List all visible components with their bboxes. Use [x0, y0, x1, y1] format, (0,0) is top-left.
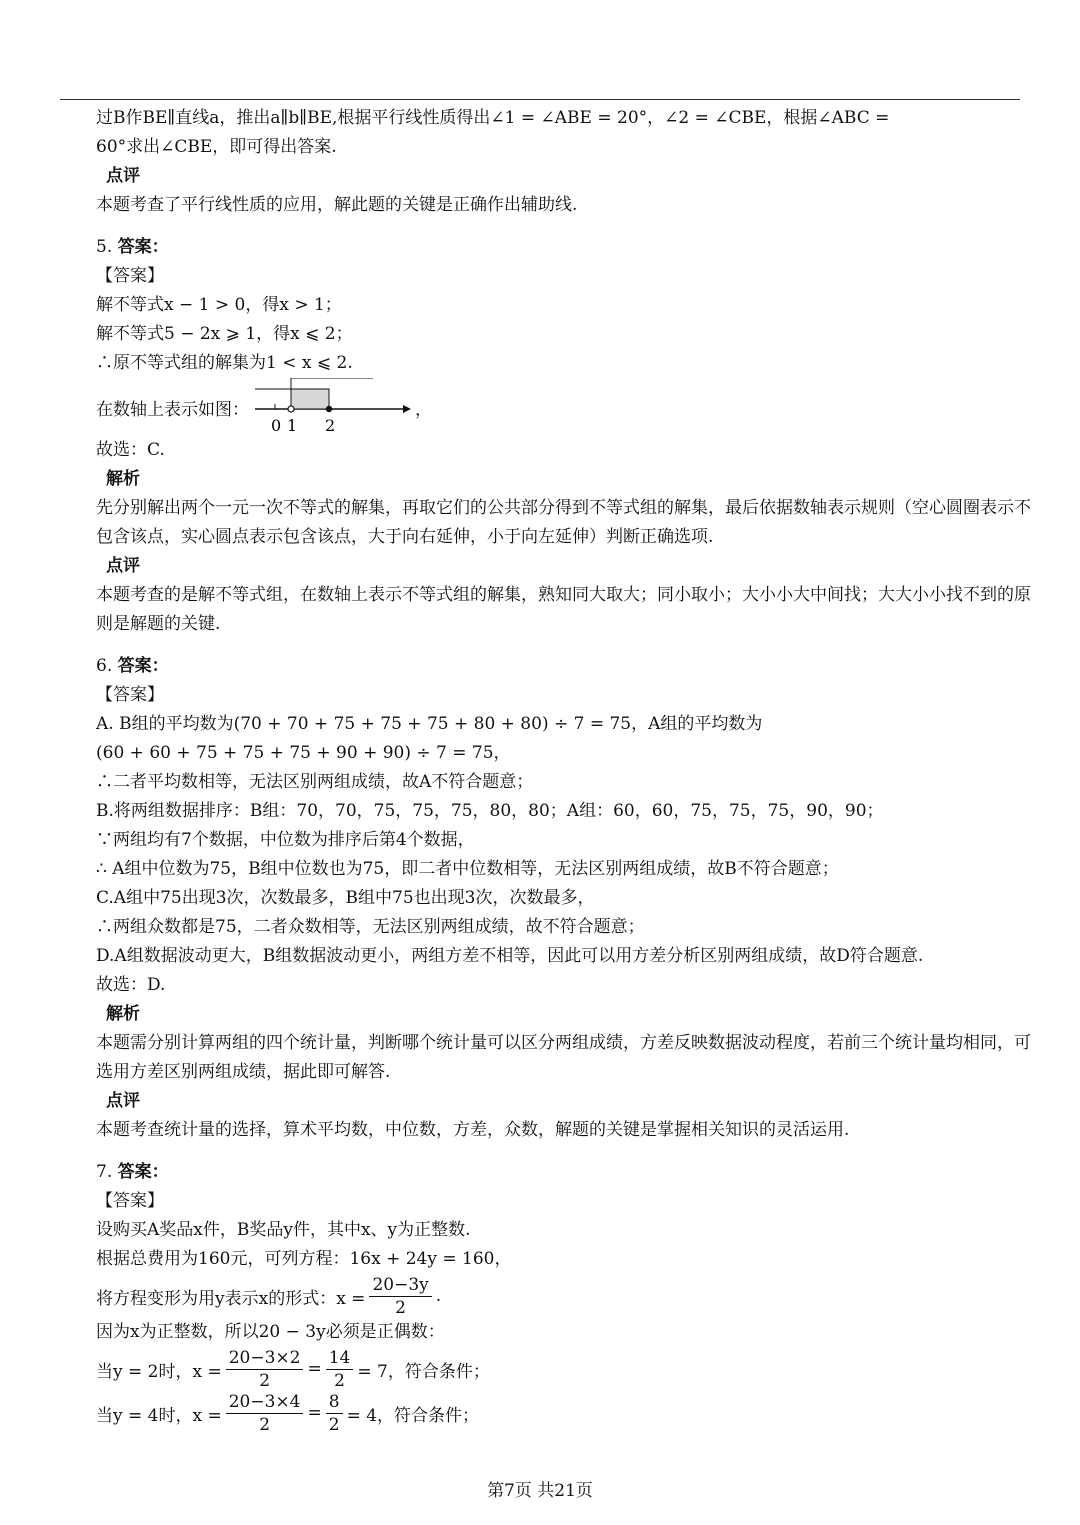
q7-l5-equals: = — [307, 1359, 322, 1379]
q6-line-4: B.将两组数据排序：B组：70，70，75，75，75，80，80；A组：60，60，75，75，75，90，90； — [96, 801, 884, 821]
intro-line-2: 60°求出∠CBE，即可得出答案. — [96, 137, 337, 157]
fraction — [226, 1347, 304, 1392]
header-rule — [60, 99, 1020, 100]
open-circle-point — [288, 406, 294, 412]
q5-numberline-end: ， — [415, 399, 432, 420]
fraction-numerator: 20−3y — [369, 1274, 431, 1297]
q6-review-text: 本题考查统计量的选择，算术平均数，中位数，方差，众数，解题的关键是掌握相关知识的灵活运用. — [96, 1120, 850, 1140]
q7-l5-prefix: 当y = 2时，x = — [96, 1361, 222, 1382]
fraction — [369, 1274, 431, 1319]
fraction-denominator: 2 — [334, 1370, 345, 1391]
q6-answer-tag: 【答案】 — [96, 685, 164, 705]
q6-heading — [96, 651, 1036, 681]
fraction-denominator: 2 — [395, 1297, 406, 1318]
fraction-numerator: 14 — [326, 1347, 354, 1370]
q5-review-text: 本题考查的是解不等式组，在数轴上表示不等式组的解集，熟知同大取大；同小取小；大小小大中间找；大大小小找不到的原则是解题的关键. — [96, 585, 1031, 634]
q6-analysis-text: 本题需分别计算两组的四个统计量，判断哪个统计量可以区分两组成绩，方差反映数据波动程度，若前三个统计量均相同，可选用方差区别两组成绩，据此即可解答. — [96, 1033, 1031, 1082]
q4-review-heading: 点评 — [106, 166, 140, 186]
q6-number: 6. — [96, 656, 113, 676]
q7-number: 7. — [96, 1162, 113, 1182]
q5-analysis-heading: 解析 — [106, 469, 140, 489]
fraction-numerator: 20−3×4 — [226, 1391, 304, 1414]
number-line-figure — [255, 378, 415, 436]
q6-title: 答案： — [117, 656, 169, 676]
q5-title: 答案： — [117, 237, 169, 257]
page-footer: 第7页 共21页 — [487, 1481, 593, 1501]
q6-review-heading: 点评 — [106, 1091, 140, 1111]
fraction-numerator: 20−3×2 — [226, 1347, 304, 1370]
q5-heading — [96, 232, 1036, 262]
q5-line-2: 解不等式5 − 2x ⩾ 1，得x ⩽ 2； — [96, 324, 353, 344]
fraction-denominator: 2 — [328, 1414, 340, 1435]
fraction-denominator: 2 — [259, 1370, 271, 1391]
q7-l6-equals: = — [307, 1403, 322, 1423]
q6-line-9: D.A组数据波动更大，B组数据波动更小，两组方差不相等，因此可以用方差分析区别两组成绩，故D符合题意. — [96, 946, 924, 966]
q6-line-6: ∴ A组中位数为75，B组中位数也为75，即二者中位数相等，无法区别两组成绩，故B不符合题意； — [96, 859, 839, 879]
fraction — [326, 1347, 354, 1392]
q6-choice: 故选：D. — [96, 975, 166, 995]
q5-numberline-label: 在数轴上表示如图： — [96, 399, 249, 420]
q5-analysis-text: 先分别解出两个一元一次不等式的解集，再取它们的公共部分得到不等式组的解集，最后依据数轴表示规则（空心圆圈表示不包含该点，实心圆点表示包含该点，大于向右延伸，小于向左延伸）判断正确选项. — [96, 498, 1031, 547]
q6-line-2: (60 + 60 + 75 + 75 + 75 + 90 + 90) ÷ 7 = 75， — [96, 743, 511, 763]
q7-l3-suffix: . — [435, 1286, 442, 1306]
intro-line-1: 过B作BE∥直线a，推出a∥b∥BE,根据平行线性质得出∠1 = ∠ABE = 20°，∠2 = ∠CBE，根据∠ABC = — [96, 108, 890, 128]
q5-numberline-row — [96, 378, 1036, 436]
tick-label-0: 0 — [271, 416, 282, 435]
q7-l6-suffix: = 4，符合条件； — [346, 1405, 480, 1426]
q5-choice: 故选：C. — [96, 440, 165, 460]
fraction-numerator: 8 — [326, 1391, 343, 1414]
tick-label-1: 1 — [287, 416, 298, 435]
q6-line-8: ∴两组众数都是75，二者众数相等，无法区别两组成绩，故不符合题意； — [96, 917, 645, 937]
q7-title: 答案： — [117, 1162, 169, 1182]
q5-line-1: 解不等式x − 1 > 0，得x > 1； — [96, 295, 342, 315]
q5-line-3: ∴原不等式组的解集为1 < x ⩽ 2. — [96, 353, 353, 373]
q7-line-3 — [96, 1274, 1036, 1318]
q7-l5-suffix: = 7，符合条件； — [357, 1361, 490, 1382]
fraction-denominator: 2 — [259, 1414, 271, 1435]
q6-line-3: ∴二者平均数相等，无法区别两组成绩，故A不符合题意； — [96, 772, 534, 792]
q7-heading — [96, 1157, 1036, 1187]
number-line-arrow — [403, 405, 411, 413]
q7-line-1: 设购买A奖品x件，B奖品y件，其中x、y为正整数. — [96, 1220, 471, 1240]
q7-line-6 — [96, 1391, 1036, 1435]
document-body — [96, 104, 1036, 1435]
q6-line-1: A. B组的平均数为(70 + 70 + 75 + 75 + 75 + 80 + 80) ÷ 7 = 75，A组的平均数为 — [96, 714, 763, 734]
q6-line-7: C.A组中75出现3次，次数最多，B组中75也出现3次，次数最多， — [96, 888, 595, 908]
q5-answer-tag: 【答案】 — [96, 266, 164, 286]
q5-review-heading: 点评 — [106, 556, 140, 576]
fraction — [226, 1391, 304, 1436]
q7-line-4: 因为x为正整数，所以20 − 3y必须是正偶数： — [96, 1322, 445, 1342]
solid-dot-point — [326, 406, 332, 412]
q7-answer-tag: 【答案】 — [96, 1191, 164, 1211]
q7-line-5 — [96, 1347, 1036, 1391]
q7-l6-prefix: 当y = 4时，x = — [96, 1405, 222, 1426]
q5-number: 5. — [96, 237, 113, 257]
fraction — [326, 1391, 343, 1436]
q4-review-text: 本题考查了平行线性质的应用，解此题的关键是正确作出辅助线. — [96, 195, 578, 215]
solution-shaded-region — [291, 389, 329, 409]
q7-line-2: 根据总费用为160元，可列方程：16x + 24y = 160， — [96, 1249, 512, 1269]
q6-analysis-heading: 解析 — [106, 1004, 140, 1024]
q7-l3-prefix: 将方程变形为用y表示x的形式：x = — [96, 1288, 366, 1309]
q6-line-5: ∵两组均有7个数据，中位数为排序后第4个数据， — [96, 830, 475, 850]
tick-label-2: 2 — [325, 416, 336, 435]
